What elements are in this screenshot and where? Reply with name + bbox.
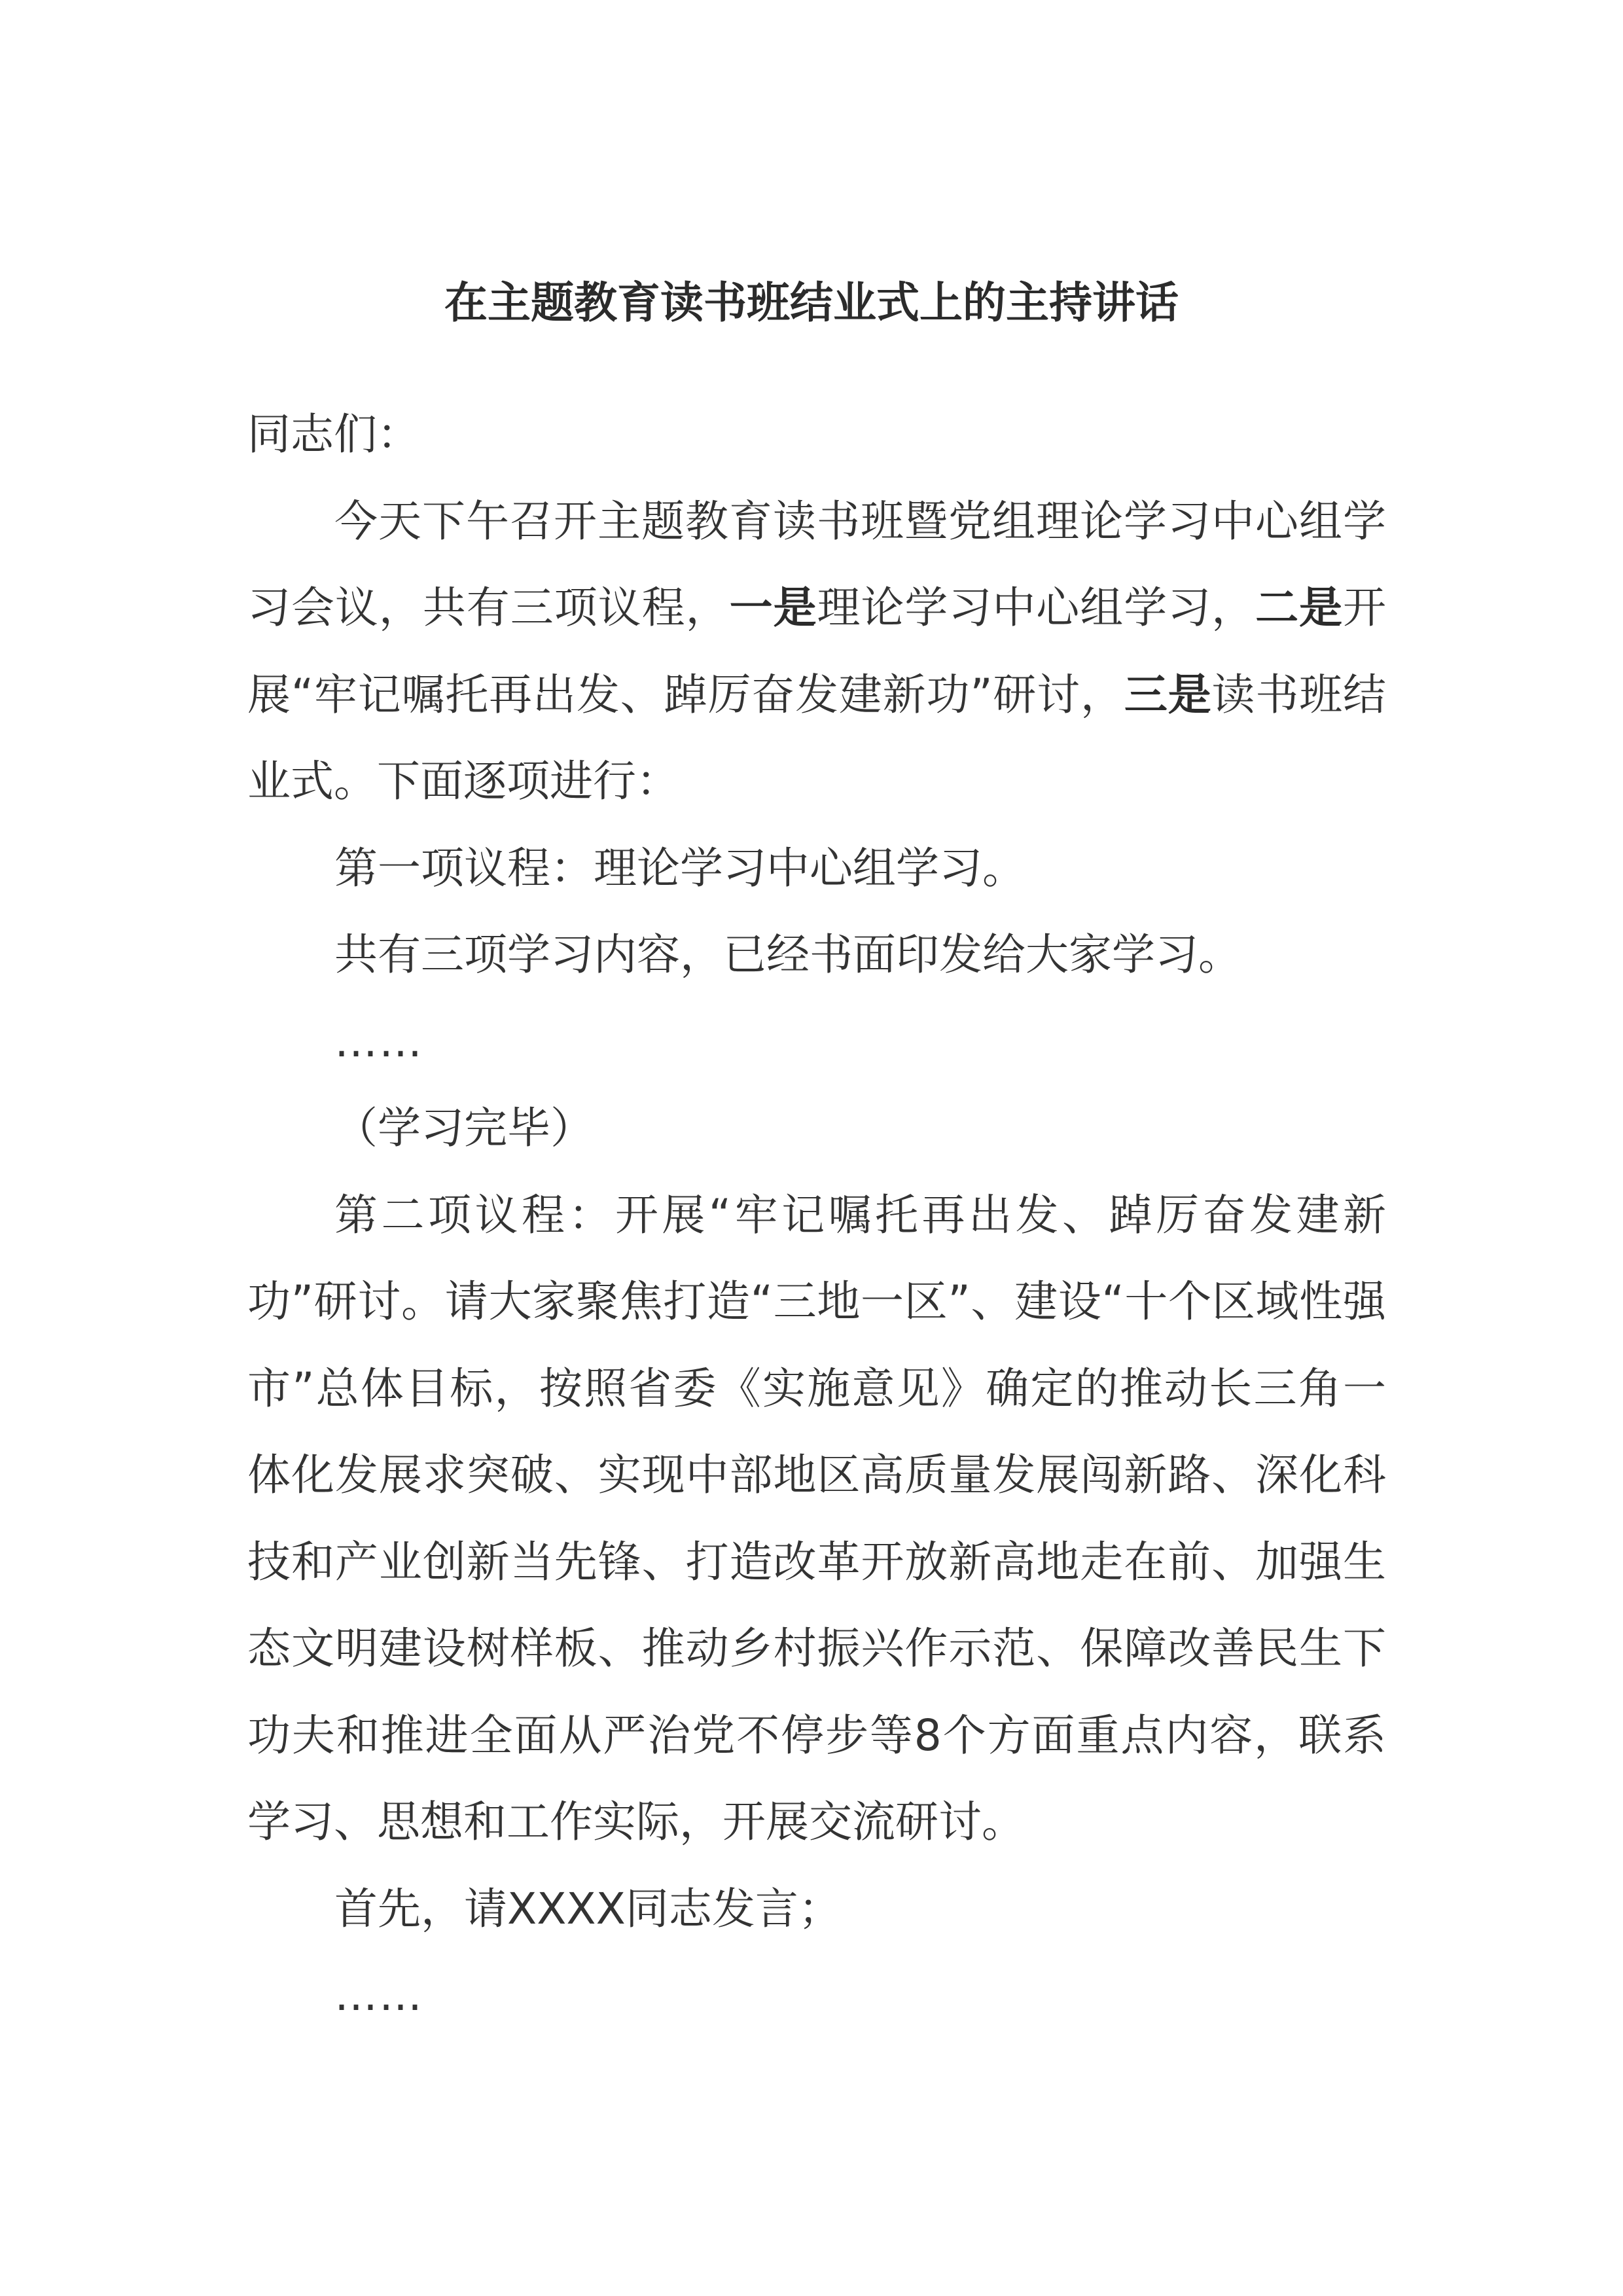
ellipsis: …… <box>334 1016 423 1067</box>
agenda-one-heading: 第一项议程：理论学习中心组学习。 <box>334 842 1026 893</box>
agenda-one-content: 共有三项学习内容，已经书面印发给大家学习。 <box>334 929 1241 980</box>
agenda-label-two: 二是 <box>1255 583 1344 633</box>
first-speaker-line: 首先，请XXXX同志发言； <box>334 1883 842 1934</box>
study-complete-note: （学习完毕） <box>334 1103 594 1153</box>
agenda-two-paragraph: 第二项议程：开展“牢记嘱托再出发、踔厉奋发建新功”研讨。请大家聚焦打造“三地一区”、建设“十个区域性强市”总体目标，按照省委《实施意见》确定的推动长三角一体化发展求突破、实现中部地区高质量发展闯新路、深化科技和产业创新当先锋、打造改革开放新高地走在前、加强生态文明建设树样板、推动乡村振兴作示范、保障改善民生下功夫和推进全面从严治党不停步等8个方面重点内容，联系学习、思想和工作实际，开展交流研讨。 <box>247 1189 1386 1847</box>
agenda-item-one: 理论学习中心组学习， <box>817 583 1256 633</box>
agenda-item-three: 读书班结业式。下面逐项进行： <box>247 669 1387 806</box>
document-title: 在主题教育读书班结业式上的主持讲话 <box>444 278 1179 328</box>
agenda-label-one: 一是 <box>729 583 817 633</box>
intro-paragraph <box>247 478 1386 825</box>
salutation: 同志们： <box>247 409 420 459</box>
document-body <box>247 391 1386 2039</box>
agenda-label-three: 三是 <box>1124 669 1212 720</box>
ellipsis: …… <box>334 1970 423 2020</box>
intro-text: 今天下午召开主题教育读书班暨党组理论学习中心组学习会议，共有三项议程， <box>247 495 1386 633</box>
agenda-item-two: 开展“牢记嘱托再出发、踔厉奋发建新功”研讨， <box>247 583 1387 720</box>
